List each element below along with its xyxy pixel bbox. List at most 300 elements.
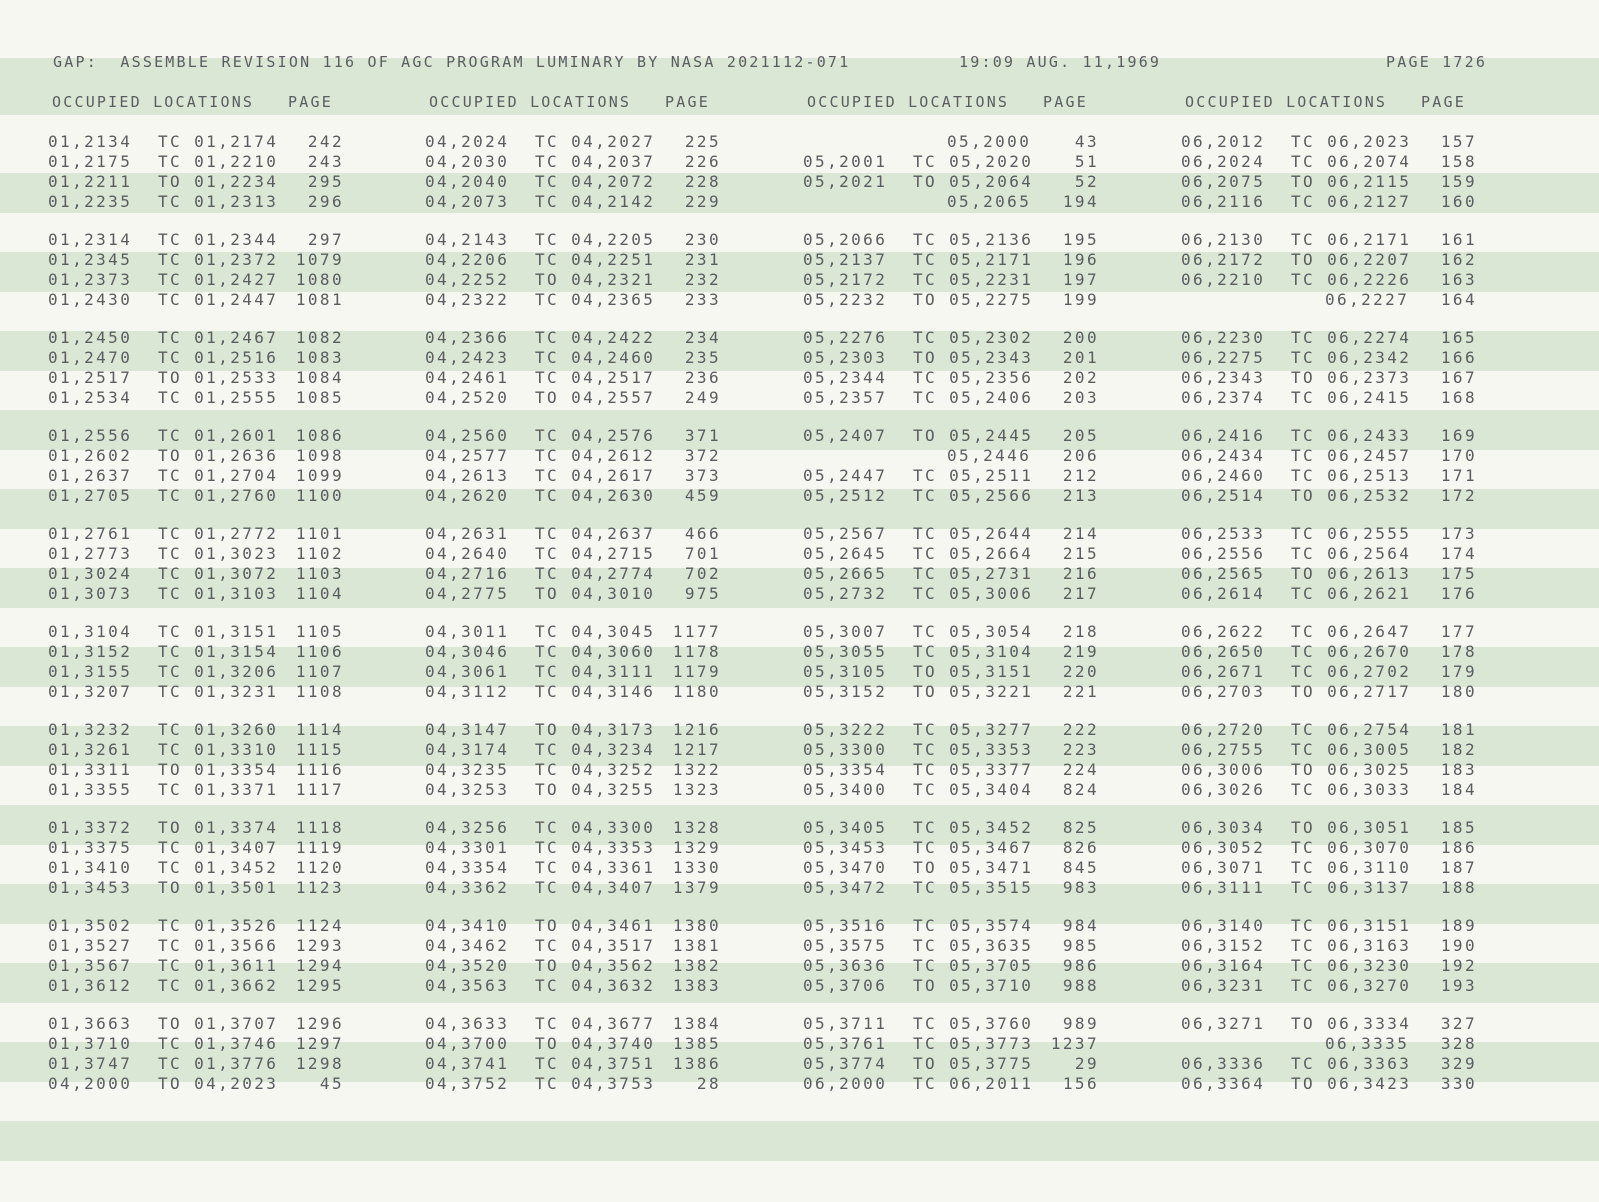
end-location: TC 06,3230 <box>1291 956 1412 975</box>
start-location: 04,3520 <box>425 956 510 975</box>
end-location: TC 04,3234 <box>535 740 656 759</box>
page-reference: 985 <box>1062 936 1099 955</box>
start-location: 05,3300 <box>803 740 888 759</box>
start-location: 06,3052 <box>1181 838 1266 857</box>
start-location: 01,3152 <box>48 642 133 661</box>
end-location: TC 06,2621 <box>1291 584 1412 603</box>
start-location: 04,2073 <box>425 192 510 211</box>
start-location: 05,2276 <box>803 328 888 347</box>
page-reference: 223 <box>1062 740 1099 759</box>
page-reference: 1116 <box>295 760 344 779</box>
start-location: 06,2514 <box>1181 486 1266 505</box>
start-location: 01,3502 <box>48 916 133 935</box>
start-location: 06,3140 <box>1181 916 1266 935</box>
page-reference: 1101 <box>295 524 344 543</box>
start-location: 06,3071 <box>1181 858 1266 877</box>
start-location: 01,2211 <box>48 172 133 191</box>
start-location: 05,2645 <box>803 544 888 563</box>
end-location: TC 05,3006 <box>913 584 1034 603</box>
start-location: 06,2720 <box>1181 720 1266 739</box>
page-reference: 466 <box>684 524 721 543</box>
page-reference: 826 <box>1062 838 1099 857</box>
page-reference: 1179 <box>672 662 721 681</box>
end-location: TO 04,3461 <box>535 916 656 935</box>
page-reference: 459 <box>684 486 721 505</box>
page-reference: 164 <box>1440 290 1477 309</box>
start-location: 04,3741 <box>425 1054 510 1073</box>
start-location: 05,2021 <box>803 172 888 191</box>
end-location: TO 06,2532 <box>1291 486 1412 505</box>
page-reference: 372 <box>684 446 721 465</box>
page-reference: 158 <box>1440 152 1477 171</box>
page-reference: 975 <box>684 584 721 603</box>
page-reference: 213 <box>1062 486 1099 505</box>
end-location: TC 04,2612 <box>535 446 656 465</box>
start-location: 01,3261 <box>48 740 133 759</box>
end-location: TC 06,2555 <box>1291 524 1412 543</box>
start-location: 06,2434 <box>1181 446 1266 465</box>
page-reference: 167 <box>1440 368 1477 387</box>
end-location: TC 06,3163 <box>1291 936 1412 955</box>
end-location: TC 05,3377 <box>913 760 1034 779</box>
start-location: 04,3410 <box>425 916 510 935</box>
header-title: GAP: ASSEMBLE REVISION 116 OF AGC PROGRAM LUMINARY BY NASA 2021112-071 <box>53 53 851 71</box>
start-location: 06,2275 <box>1181 348 1266 367</box>
page-reference: 196 <box>1062 250 1099 269</box>
start-location: 05,2732 <box>803 584 888 603</box>
end-location: TC 04,2142 <box>535 192 656 211</box>
column-header-page: PAGE <box>1043 93 1088 111</box>
end-location: TC 01,2467 <box>158 328 279 347</box>
page-reference: 1323 <box>672 780 721 799</box>
start-location: 04,3253 <box>425 780 510 799</box>
page-reference: 51 <box>1074 152 1099 171</box>
page-reference: 29 <box>1074 1054 1099 1073</box>
end-location: TO 01,3501 <box>158 878 279 897</box>
end-location: TC 01,2760 <box>158 486 279 505</box>
page-reference: 177 <box>1440 622 1477 641</box>
end-location: TC 05,2731 <box>913 564 1034 583</box>
start-location: 06,2000 <box>803 1074 888 1093</box>
start-location: 05,2303 <box>803 348 888 367</box>
page-reference: 184 <box>1440 780 1477 799</box>
end-location: TC 04,3361 <box>535 858 656 877</box>
page-reference: 161 <box>1440 230 1477 249</box>
start-location: 04,3147 <box>425 720 510 739</box>
end-location: TC 06,2074 <box>1291 152 1412 171</box>
start-location: 06,2650 <box>1181 642 1266 661</box>
page-reference: 1114 <box>295 720 344 739</box>
end-location: TC 01,3151 <box>158 622 279 641</box>
page-reference: 1118 <box>295 818 344 837</box>
page-reference: 242 <box>307 132 344 151</box>
end-location: TC 05,2566 <box>913 486 1034 505</box>
end-location: TC 06,2415 <box>1291 388 1412 407</box>
start-location: 04,3112 <box>425 682 510 701</box>
page-reference: 1086 <box>295 426 344 445</box>
start-location: 06,3271 <box>1181 1014 1266 1033</box>
end-location: TC 05,3404 <box>913 780 1034 799</box>
start-location: 01,3155 <box>48 662 133 681</box>
start-location: 04,3046 <box>425 642 510 661</box>
start-location: 05,2232 <box>803 290 888 309</box>
start-location: 05,3055 <box>803 642 888 661</box>
page-reference: 190 <box>1440 936 1477 955</box>
start-location: 01,2175 <box>48 152 133 171</box>
page-reference: 989 <box>1062 1014 1099 1033</box>
end-location: TC 06,3070 <box>1291 838 1412 857</box>
start-location: 01,3453 <box>48 878 133 897</box>
page-reference: 163 <box>1440 270 1477 289</box>
end-location: TC 04,3632 <box>535 976 656 995</box>
end-location: TO 04,3740 <box>535 1034 656 1053</box>
page-reference: 1330 <box>672 858 721 877</box>
page-reference: 175 <box>1440 564 1477 583</box>
page-reference: 215 <box>1062 544 1099 563</box>
start-location: 06,2075 <box>1181 172 1266 191</box>
page-reference: 1217 <box>672 740 721 759</box>
start-location: 04,3462 <box>425 936 510 955</box>
start-location: 06,2210 <box>1181 270 1266 289</box>
end-location: TC 01,2447 <box>158 290 279 309</box>
start-location: 06,3006 <box>1181 760 1266 779</box>
page-reference: 1295 <box>295 976 344 995</box>
end-location: TC 05,3574 <box>913 916 1034 935</box>
single-location: 05,2000 <box>947 132 1032 151</box>
start-location: 01,2556 <box>48 426 133 445</box>
start-location: 01,2430 <box>48 290 133 309</box>
start-location: 06,2755 <box>1181 740 1266 759</box>
end-location: TC 04,2637 <box>535 524 656 543</box>
end-location: TC 05,2644 <box>913 524 1034 543</box>
page-reference: 172 <box>1440 486 1477 505</box>
end-location: TC 05,3773 <box>913 1034 1034 1053</box>
column-header-occupied: OCCUPIED LOCATIONS <box>52 93 255 111</box>
start-location: 01,3073 <box>48 584 133 603</box>
start-location: 01,3747 <box>48 1054 133 1073</box>
start-location: 04,2143 <box>425 230 510 249</box>
start-location: 05,3774 <box>803 1054 888 1073</box>
start-location: 06,3111 <box>1181 878 1266 897</box>
page-reference: 168 <box>1440 388 1477 407</box>
page-reference: 1293 <box>295 936 344 955</box>
page-reference: 1104 <box>295 584 344 603</box>
end-location: TO 05,3221 <box>913 682 1034 701</box>
start-location: 01,3663 <box>48 1014 133 1033</box>
end-location: TC 01,3452 <box>158 858 279 877</box>
start-location: 01,3612 <box>48 976 133 995</box>
page-reference: 988 <box>1062 976 1099 995</box>
end-location: TC 06,2433 <box>1291 426 1412 445</box>
end-location: TC 06,2171 <box>1291 230 1412 249</box>
page-reference: 205 <box>1062 426 1099 445</box>
end-location: TC 04,3751 <box>535 1054 656 1073</box>
column-header-page: PAGE <box>1421 93 1466 111</box>
white-bar <box>0 0 1599 58</box>
start-location: 04,2040 <box>425 172 510 191</box>
end-location: TC 01,3611 <box>158 956 279 975</box>
page-reference: 220 <box>1062 662 1099 681</box>
end-location: TC 01,3231 <box>158 682 279 701</box>
start-location: 05,3405 <box>803 818 888 837</box>
page-reference: 195 <box>1062 230 1099 249</box>
end-location: TC 06,2023 <box>1291 132 1412 151</box>
end-location: TO 01,3354 <box>158 760 279 779</box>
page-reference: 1119 <box>295 838 344 857</box>
end-location: TC 05,2511 <box>913 466 1034 485</box>
end-location: TC 04,2630 <box>535 486 656 505</box>
end-location: TC 05,2302 <box>913 328 1034 347</box>
page-reference: 1298 <box>295 1054 344 1073</box>
end-location: TC 05,2356 <box>913 368 1034 387</box>
end-location: TC 05,3705 <box>913 956 1034 975</box>
page-reference: 52 <box>1074 172 1099 191</box>
start-location: 05,3152 <box>803 682 888 701</box>
end-location: TO 01,2533 <box>158 368 279 387</box>
page-reference: 1083 <box>295 348 344 367</box>
white-bar <box>0 1161 1599 1202</box>
end-location: TC 01,2344 <box>158 230 279 249</box>
start-location: 06,2614 <box>1181 584 1266 603</box>
end-location: TC 05,3104 <box>913 642 1034 661</box>
start-location: 04,2206 <box>425 250 510 269</box>
end-location: TC 01,2555 <box>158 388 279 407</box>
page-reference: 183 <box>1440 760 1477 779</box>
start-location: 04,2520 <box>425 388 510 407</box>
page-reference: 234 <box>684 328 721 347</box>
end-location: TC 01,3746 <box>158 1034 279 1053</box>
end-location: TO 04,3173 <box>535 720 656 739</box>
start-location: 04,3235 <box>425 760 510 779</box>
end-location: TC 04,3146 <box>535 682 656 701</box>
page-reference: 1216 <box>672 720 721 739</box>
end-location: TO 06,2613 <box>1291 564 1412 583</box>
end-location: TC 01,3206 <box>158 662 279 681</box>
end-location: TC 06,2011 <box>913 1074 1034 1093</box>
page-reference: 206 <box>1062 446 1099 465</box>
end-location: TC 05,3054 <box>913 622 1034 641</box>
end-location: TC 01,3526 <box>158 916 279 935</box>
end-location: TC 01,3154 <box>158 642 279 661</box>
end-location: TC 06,3363 <box>1291 1054 1412 1073</box>
end-location: TC 04,2037 <box>535 152 656 171</box>
end-location: TO 06,3423 <box>1291 1074 1412 1093</box>
start-location: 04,3011 <box>425 622 510 641</box>
end-location: TC 04,2422 <box>535 328 656 347</box>
start-location: 04,3354 <box>425 858 510 877</box>
start-location: 04,2620 <box>425 486 510 505</box>
start-location: 01,2637 <box>48 466 133 485</box>
page-reference: 28 <box>696 1074 721 1093</box>
page-reference: 1117 <box>295 780 344 799</box>
end-location: TO 05,2343 <box>913 348 1034 367</box>
end-location: TC 04,2205 <box>535 230 656 249</box>
page-reference: 1178 <box>672 642 721 661</box>
end-location: TO 05,2064 <box>913 172 1034 191</box>
page-reference: 166 <box>1440 348 1477 367</box>
end-location: TC 04,3252 <box>535 760 656 779</box>
page-reference: 1079 <box>295 250 344 269</box>
end-location: TO 06,3051 <box>1291 818 1412 837</box>
end-location: TC 01,2313 <box>158 192 279 211</box>
green-bar <box>0 1121 1599 1162</box>
start-location: 04,2030 <box>425 152 510 171</box>
start-location: 05,3706 <box>803 976 888 995</box>
start-location: 01,3207 <box>48 682 133 701</box>
start-location: 01,3375 <box>48 838 133 857</box>
page-reference: 1329 <box>672 838 721 857</box>
start-location: 04,2461 <box>425 368 510 387</box>
page-reference: 194 <box>1062 192 1099 211</box>
end-location: TC 05,3277 <box>913 720 1034 739</box>
end-location: TC 04,2715 <box>535 544 656 563</box>
end-location: TO 04,3562 <box>535 956 656 975</box>
end-location: TC 04,2251 <box>535 250 656 269</box>
page-reference: 373 <box>684 466 721 485</box>
start-location: 05,2512 <box>803 486 888 505</box>
start-location: 01,2705 <box>48 486 133 505</box>
start-location: 01,3024 <box>48 564 133 583</box>
end-location: TC 01,3103 <box>158 584 279 603</box>
start-location: 01,3372 <box>48 818 133 837</box>
end-location: TC 06,3137 <box>1291 878 1412 897</box>
start-location: 05,2001 <box>803 152 888 171</box>
page-reference: 169 <box>1440 426 1477 445</box>
start-location: 06,2416 <box>1181 426 1266 445</box>
start-location: 06,2230 <box>1181 328 1266 347</box>
page-reference: 201 <box>1062 348 1099 367</box>
start-location: 01,2773 <box>48 544 133 563</box>
start-location: 05,2344 <box>803 368 888 387</box>
start-location: 05,3636 <box>803 956 888 975</box>
end-location: TC 06,2342 <box>1291 348 1412 367</box>
page-reference: 162 <box>1440 250 1477 269</box>
start-location: 06,3364 <box>1181 1074 1266 1093</box>
page-reference: 1383 <box>672 976 721 995</box>
start-location: 01,2517 <box>48 368 133 387</box>
page-reference: 1098 <box>295 446 344 465</box>
page-reference: 1106 <box>295 642 344 661</box>
page-reference: 1103 <box>295 564 344 583</box>
end-location: TC 05,3515 <box>913 878 1034 897</box>
end-location: TC 06,2226 <box>1291 270 1412 289</box>
page-reference: 328 <box>1440 1034 1477 1053</box>
end-location: TC 04,2617 <box>535 466 656 485</box>
single-location: 05,2065 <box>947 192 1032 211</box>
end-location: TO 06,2717 <box>1291 682 1412 701</box>
page-reference: 825 <box>1062 818 1099 837</box>
end-location: TO 04,2557 <box>535 388 656 407</box>
page-reference: 185 <box>1440 818 1477 837</box>
page-reference: 221 <box>1062 682 1099 701</box>
page-reference: 1322 <box>672 760 721 779</box>
start-location: 01,3311 <box>48 760 133 779</box>
end-location: TC 01,3260 <box>158 720 279 739</box>
end-location: TC 05,2020 <box>913 152 1034 171</box>
page-reference: 156 <box>1062 1074 1099 1093</box>
start-location: 06,3152 <box>1181 936 1266 955</box>
page-reference: 1328 <box>672 818 721 837</box>
page-reference: 187 <box>1440 858 1477 877</box>
end-location: TC 06,2513 <box>1291 466 1412 485</box>
page-reference: 1123 <box>295 878 344 897</box>
start-location: 05,3453 <box>803 838 888 857</box>
page-reference: 1082 <box>295 328 344 347</box>
page-reference: 192 <box>1440 956 1477 975</box>
end-location: TO 01,3374 <box>158 818 279 837</box>
end-location: TC 06,3005 <box>1291 740 1412 759</box>
start-location: 04,2716 <box>425 564 510 583</box>
start-location: 05,2665 <box>803 564 888 583</box>
page-reference: 986 <box>1062 956 1099 975</box>
page-reference: 1177 <box>672 622 721 641</box>
end-location: TO 06,3334 <box>1291 1014 1412 1033</box>
page-reference: 297 <box>307 230 344 249</box>
start-location: 06,2556 <box>1181 544 1266 563</box>
single-location: 05,2446 <box>947 446 1032 465</box>
end-location: TC 06,3270 <box>1291 976 1412 995</box>
page-reference: 1382 <box>672 956 721 975</box>
end-location: TC 05,2231 <box>913 270 1034 289</box>
page-reference: 1379 <box>672 878 721 897</box>
page-reference: 189 <box>1440 916 1477 935</box>
start-location: 05,2407 <box>803 426 888 445</box>
start-location: 01,3710 <box>48 1034 133 1053</box>
start-location: 01,2470 <box>48 348 133 367</box>
start-location: 05,3575 <box>803 936 888 955</box>
page-reference: 1108 <box>295 682 344 701</box>
end-location: TC 06,2127 <box>1291 192 1412 211</box>
start-location: 04,2640 <box>425 544 510 563</box>
start-location: 05,3400 <box>803 780 888 799</box>
end-location: TC 01,2427 <box>158 270 279 289</box>
page-reference: 1085 <box>295 388 344 407</box>
start-location: 06,3164 <box>1181 956 1266 975</box>
end-location: TC 04,2460 <box>535 348 656 367</box>
end-location: TC 05,3353 <box>913 740 1034 759</box>
page-reference: 329 <box>1440 1054 1477 1073</box>
end-location: TC 01,3023 <box>158 544 279 563</box>
start-location: 01,2345 <box>48 250 133 269</box>
page-reference: 1180 <box>672 682 721 701</box>
start-location: 05,2066 <box>803 230 888 249</box>
start-location: 06,2460 <box>1181 466 1266 485</box>
start-location: 04,3633 <box>425 1014 510 1033</box>
start-location: 05,3711 <box>803 1014 888 1033</box>
end-location: TC 06,3151 <box>1291 916 1412 935</box>
start-location: 05,2447 <box>803 466 888 485</box>
end-location: TO 06,2207 <box>1291 250 1412 269</box>
start-location: 05,3105 <box>803 662 888 681</box>
start-location: 06,2130 <box>1181 230 1266 249</box>
end-location: TO 01,2234 <box>158 172 279 191</box>
start-location: 06,2622 <box>1181 622 1266 641</box>
end-location: TO 04,2023 <box>158 1074 279 1093</box>
end-location: TC 01,3072 <box>158 564 279 583</box>
page-reference: 45 <box>319 1074 344 1093</box>
page-reference: 233 <box>684 290 721 309</box>
start-location: 04,3362 <box>425 878 510 897</box>
end-location: TC 04,3300 <box>535 818 656 837</box>
start-location: 04,2423 <box>425 348 510 367</box>
start-location: 01,2761 <box>48 524 133 543</box>
page-reference: 1099 <box>295 466 344 485</box>
start-location: 04,3752 <box>425 1074 510 1093</box>
start-location: 04,3301 <box>425 838 510 857</box>
end-location: TC 01,2210 <box>158 152 279 171</box>
end-location: TC 05,3635 <box>913 936 1034 955</box>
start-location: 04,2024 <box>425 132 510 151</box>
